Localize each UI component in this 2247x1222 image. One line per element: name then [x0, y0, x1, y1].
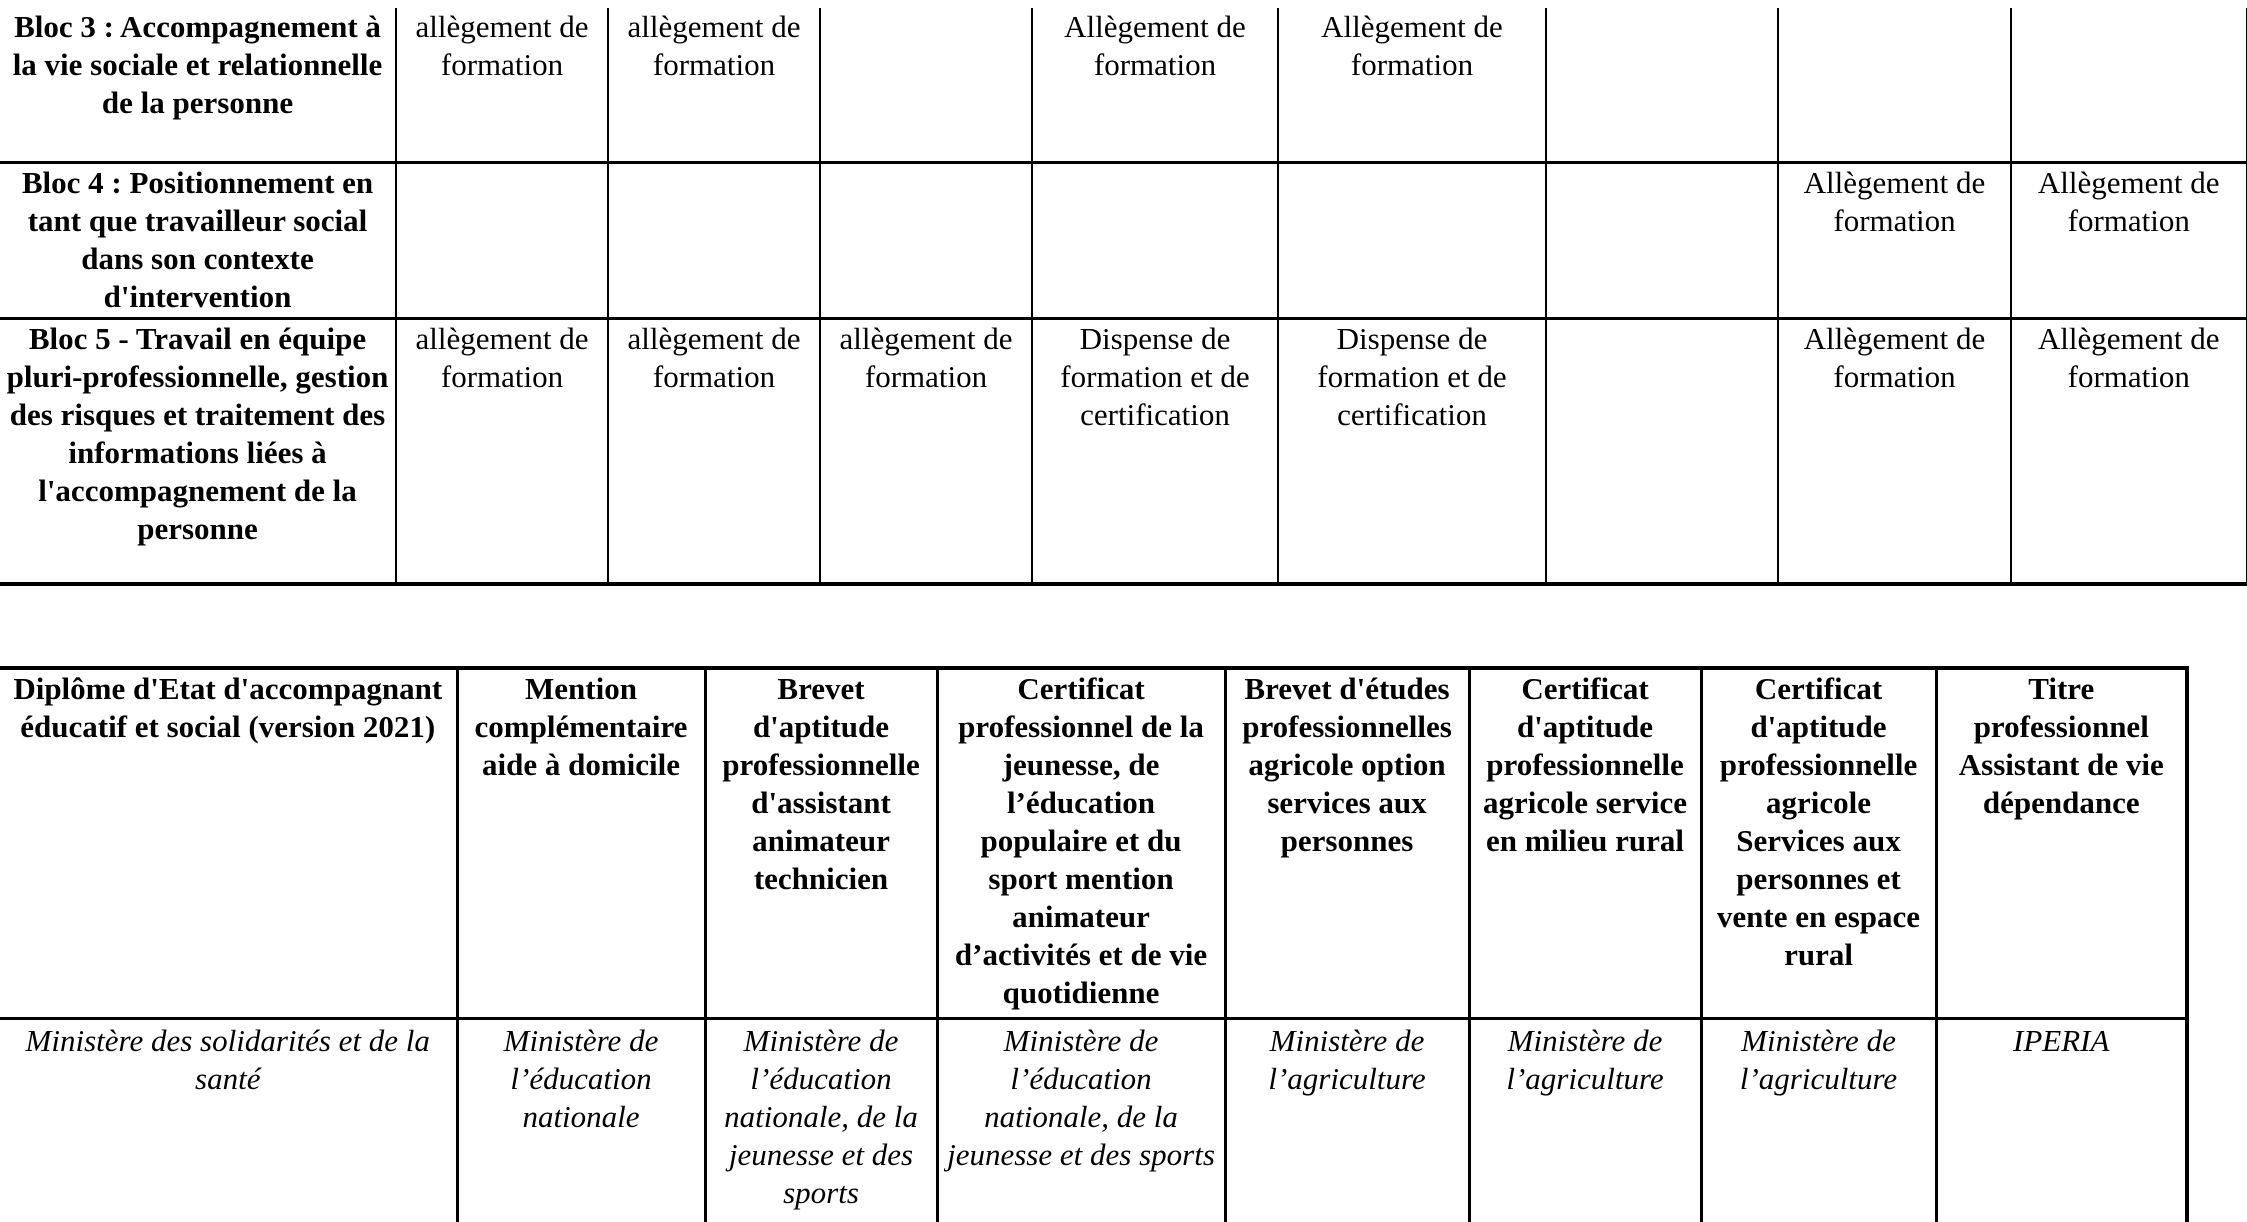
table-cell: Allègement de formation: [1778, 163, 2011, 319]
ministry-cell: Ministère de l’éducation nationale, de la jeunesse et des sports: [705, 1019, 937, 1222]
table-cell: Allègement de formation: [1778, 319, 2011, 585]
table-header-row: [0, 668, 2187, 1019]
table-cell: [820, 8, 1032, 163]
table-cell: allègement de formation: [396, 8, 608, 163]
row-header-bloc-5: Bloc 5 - Travail en équipe pluri-professionnelle, gestion des risques et traitement des informations liées à l'accompagnement de la personne: [0, 319, 396, 585]
column-header: Brevet d'aptitude professionnelle d'assistant animateur technicien: [705, 668, 937, 1019]
table-cell: [1032, 163, 1278, 319]
equivalence-table-blocks: [0, 8, 2247, 586]
ministry-cell: Ministère de l’éducation nationale: [457, 1019, 705, 1222]
table-row-bloc-5: [0, 319, 2247, 585]
table-cell: Dispense de formation et de certification: [1278, 319, 1546, 585]
table-cell: allègement de formation: [820, 319, 1032, 585]
table-cell: [1778, 8, 2011, 163]
ministry-cell: Ministère de l’agriculture: [1469, 1019, 1701, 1222]
ministry-row: [0, 1019, 2187, 1222]
column-header: Certificat professionnel de la jeunesse, de l’éducation populaire et du sport mention animateur d’activités et de vie quotidienne: [937, 668, 1225, 1019]
table-cell: [1546, 319, 1778, 585]
table-cell: allègement de formation: [608, 8, 820, 163]
ministry-cell: Ministère de l’agriculture: [1701, 1019, 1936, 1222]
column-header: Titre professionnel Assistant de vie dépendance: [1936, 668, 2187, 1019]
ministry-cell: IPERIA: [1936, 1019, 2187, 1222]
table-cell: [1278, 163, 1546, 319]
table-cell: allègement de formation: [396, 319, 608, 585]
table-cell: Allègement de formation: [1032, 8, 1278, 163]
table-cell: [1546, 163, 1778, 319]
table-cell: Allègement de formation: [1278, 8, 1546, 163]
table-cell: Dispense de formation et de certification: [1032, 319, 1278, 585]
table-cell: allègement de formation: [608, 319, 820, 585]
diploma-table: [0, 666, 2189, 1222]
column-header: Certificat d'aptitude professionnelle agricole Services aux personnes et vente en espace rural: [1701, 668, 1936, 1019]
table-cell: [820, 163, 1032, 319]
row-header-bloc-4: Bloc 4 : Positionnement en tant que travailleur social dans son contexte d'intervention: [0, 163, 396, 319]
row-header-bloc-3: Bloc 3 : Accompagnement à la vie sociale et relationnelle de la personne: [0, 8, 396, 163]
ministry-cell: Ministère de l’agriculture: [1225, 1019, 1469, 1222]
table-cell: [2011, 8, 2247, 163]
table-cell: [396, 163, 608, 319]
column-header: Certificat d'aptitude professionnelle agricole service en milieu rural: [1469, 668, 1701, 1019]
column-header: Diplôme d'Etat d'accompagnant éducatif et social (version 2021): [0, 668, 457, 1019]
ministry-cell: Ministère de l’éducation nationale, de la jeunesse et des sports: [937, 1019, 1225, 1222]
table-row-bloc-3: [0, 8, 2247, 163]
column-header: Brevet d'études professionnelles agricole option services aux personnes: [1225, 668, 1469, 1019]
column-header: Mention complémentaire aide à domicile: [457, 668, 705, 1019]
table-cell: Allègement de formation: [2011, 319, 2247, 585]
table-cell: [608, 163, 820, 319]
table-cell: Allègement de formation: [2011, 163, 2247, 319]
table-row-bloc-4: [0, 163, 2247, 319]
ministry-cell: Ministère des solidarités et de la santé: [0, 1019, 457, 1222]
table-cell: [1546, 8, 1778, 163]
